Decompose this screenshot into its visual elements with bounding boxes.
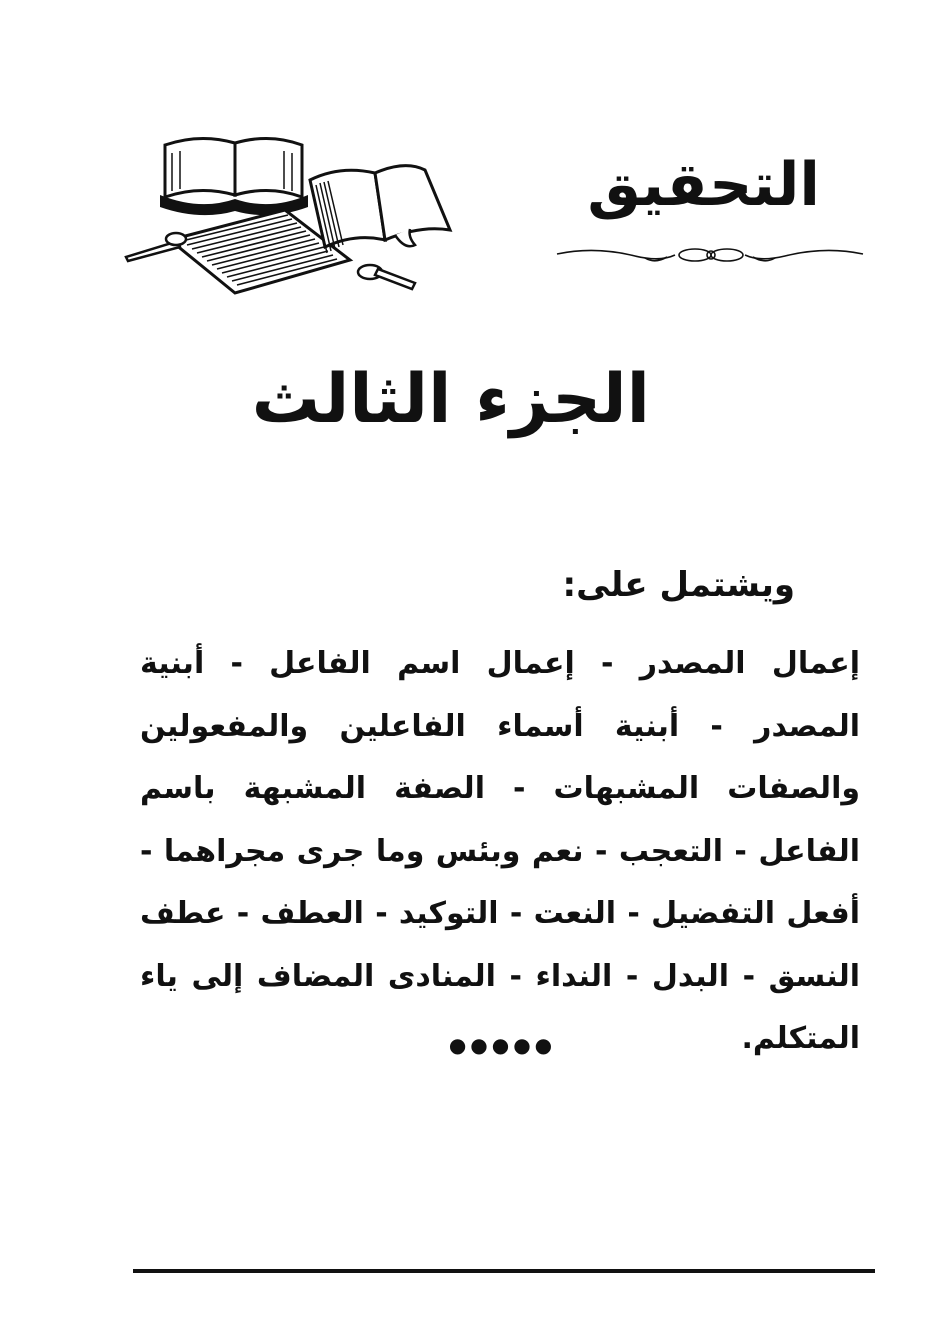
separator-dots: ●●●●● xyxy=(448,1033,557,1057)
decorative-flourish-icon xyxy=(555,240,865,270)
part-title: الجزء الثالث xyxy=(251,360,650,439)
contents-paragraph: إعمال المصدر - إعمال اسم الفاعل - أبنية المصدر - أبنية أسماء الفاعلين والمفعولين والصفات المشبهات - الصفة المشبهة باسم الفاعل - التعجب - نعم وبئس وما جرى مجراهما - أفعل التفضيل - النعت - التوكيد - العطف - عطف النسق - البدل - النداء - المنادى المضاف إلى ياء المتكلم. xyxy=(140,646,860,1056)
contents-label: ويشتمل على: xyxy=(562,565,795,605)
footer-rule xyxy=(133,1269,875,1273)
section-title: التحقيق xyxy=(587,150,820,220)
open-books-and-pen-icon xyxy=(120,125,465,300)
